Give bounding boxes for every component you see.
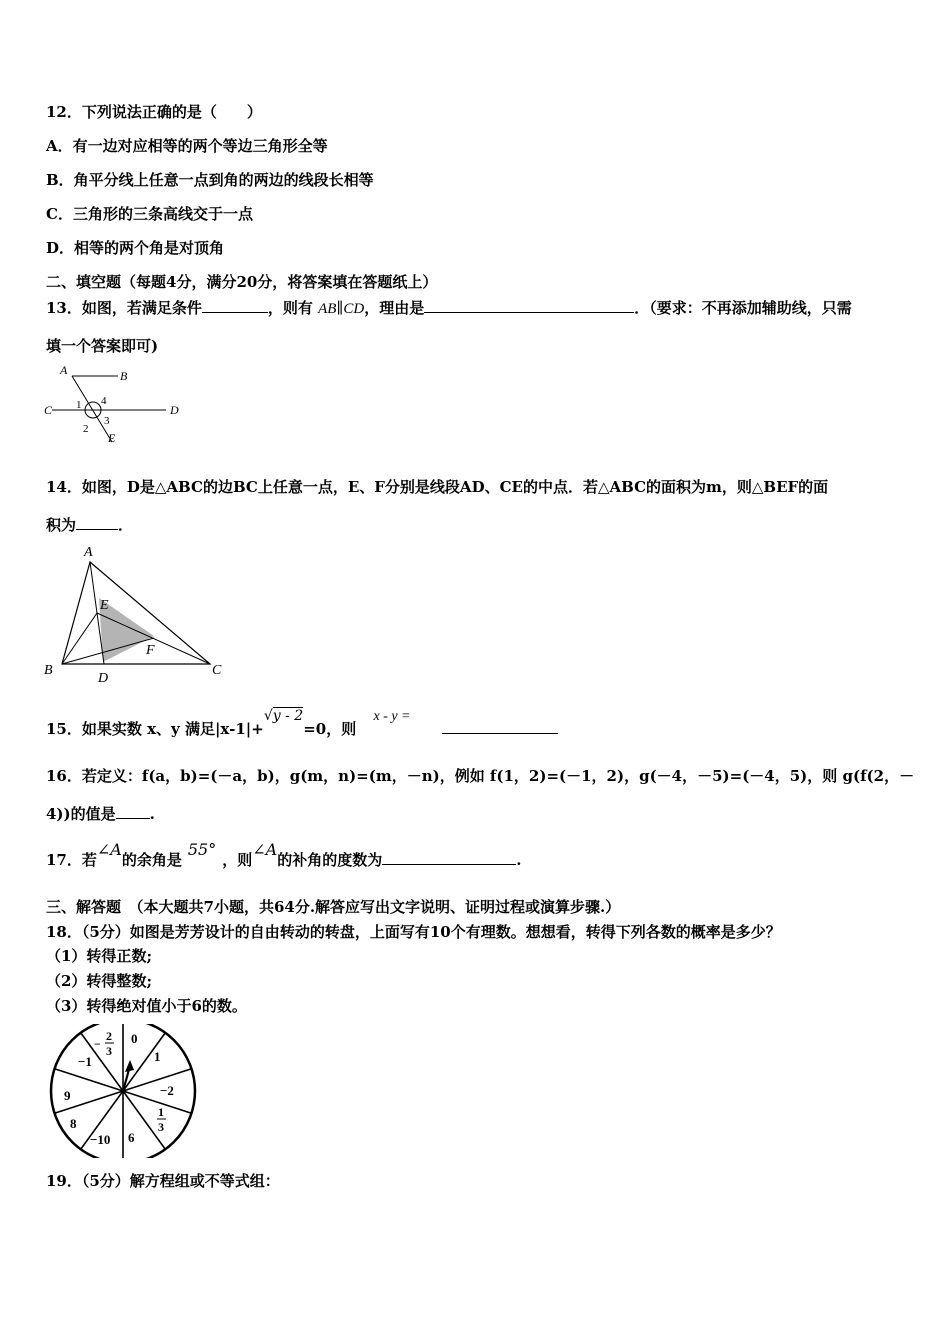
- label-a: A: [60, 363, 68, 377]
- fraction-denominator: 3: [158, 1120, 164, 1134]
- label-a: A: [84, 545, 93, 560]
- label-c: C: [44, 403, 53, 417]
- q17-text-1: 17．若: [46, 851, 97, 869]
- q14-line-2: [46, 515, 133, 535]
- label-c: C: [212, 663, 222, 678]
- q16-line-1: 16．若定义：f(a，b)=(－a，b)，g(m，n)=(m，－n)，例如 f(1，2)=(－1，2)，g(－4，－5)=(－4，5)，则 g(f(2，－: [46, 767, 915, 785]
- q18-part-1: （1）转得正数;: [46, 947, 152, 965]
- q13-text-4: ．（要求：不再添加辅助线，只需: [634, 299, 852, 317]
- q14-text-suffix: ．: [118, 516, 134, 534]
- fraction-numerator: 2: [106, 1029, 112, 1043]
- q17-text-3: ，则: [222, 851, 253, 869]
- spinner-wheel: [48, 1024, 200, 1158]
- fraction-numerator: 1: [158, 1105, 164, 1119]
- wheel-label-0: 0: [131, 1031, 138, 1046]
- q14-figure: [40, 540, 240, 685]
- q17-angle-1: ∠A: [96, 840, 122, 859]
- q12-option-d: D．相等的两个角是对顶角: [46, 239, 225, 257]
- q17-value: 55°: [187, 840, 217, 859]
- wheel-label-neg10: −10: [90, 1132, 111, 1147]
- q17-angle-2: ∠A: [252, 840, 278, 859]
- q12-stem: 12．下列说法正确的是（ ）: [46, 103, 262, 121]
- q17-text-4: 的补角的度数为: [277, 851, 383, 869]
- q15-blank: [442, 719, 558, 734]
- label-d: D: [170, 403, 179, 417]
- wheel-label-1: 1: [154, 1049, 161, 1064]
- fraction-denominator: 3: [106, 1044, 112, 1058]
- label-b: B: [120, 369, 128, 383]
- q18-part-2: （2）转得整数;: [46, 972, 152, 990]
- section-2-heading: 二、填空题（每题4分，满分20分，将答案填在答题纸上）: [46, 273, 438, 291]
- q14-line-1: 14．如图，D是△ABC的边BC上任意一点，E、F分别是线段AD、CE的中点．若△ABC的面积为m，则△BEF的面: [46, 478, 829, 496]
- q17-blank: [382, 850, 516, 865]
- label-2: 2: [83, 423, 89, 435]
- q14-blank: [76, 515, 118, 530]
- fraction-sign: −: [94, 1037, 101, 1051]
- q13-text-2: ，则有: [267, 299, 313, 317]
- q18-part-3: （3）转得绝对值小于6的数。: [46, 997, 247, 1015]
- q13-relation: AB∥CD: [318, 301, 365, 317]
- q17-text-5: .: [516, 851, 522, 869]
- q13-blank-condition: [202, 298, 268, 313]
- label-e: E: [108, 431, 116, 445]
- q16-line-2: [46, 804, 155, 824]
- label-3: 3: [104, 415, 110, 427]
- wheel-label-6: 6: [128, 1130, 135, 1145]
- wheel-label-neg-two-thirds: [94, 1029, 114, 1058]
- triangle-abc: [62, 562, 210, 664]
- q18-stem: 18．（5分）如图是芳芳设计的自由转动的转盘，上面写有10个有理数。想想看，转得下列各数的概率是多少？: [46, 923, 781, 941]
- q13-line-2: 填一个答案即可): [46, 337, 159, 355]
- q15-sqrt-expr: y - 2: [272, 708, 304, 724]
- q13-text-3: ，理由是: [364, 299, 425, 317]
- q16-blank: [116, 804, 150, 819]
- label-1: 1: [76, 399, 82, 411]
- wheel-label-neg2: −2: [160, 1083, 174, 1098]
- q15-sqrt: √y - 2: [263, 708, 304, 724]
- segment-be: [62, 613, 97, 664]
- q15-text-2: =0，则: [303, 720, 357, 738]
- label-d: D: [98, 671, 109, 685]
- wheel-label-8: 8: [70, 1116, 77, 1131]
- wheel-label-9: 9: [64, 1088, 71, 1103]
- q12-option-a: A．有一边对应相等的两个等边三角形全等: [46, 137, 328, 155]
- q13-text-1: 13．如图，若满足条件: [46, 299, 202, 317]
- label-4: 4: [101, 395, 107, 407]
- wheel-label-neg1: −1: [78, 1054, 92, 1069]
- q14-text-prefix: 积为: [46, 516, 77, 534]
- label-b: B: [44, 663, 53, 678]
- q12-option-b: B．角平分线上任意一点到角的两边的线段长相等: [46, 171, 374, 189]
- q13-blank-reason: [424, 298, 634, 313]
- q16-text-suffix: .: [149, 805, 155, 823]
- q16-text-prefix: 4))的值是: [46, 805, 116, 823]
- label-e: E: [100, 598, 109, 613]
- q15-line: [46, 708, 558, 741]
- q19-stem: 19．（5分）解方程组或不等式组：: [46, 1172, 280, 1190]
- q15-text-1: 15．如果实数 x、y 满足|x-1|+: [46, 720, 264, 738]
- q12-option-c: C．三角形的三条高线交于一点: [46, 205, 253, 223]
- q17-line: [46, 840, 522, 870]
- section-3-heading: 三、解答题 （本大题共7小题，共64分.解答应写出文字说明、证明过程或演算步骤.）: [46, 898, 621, 916]
- wheel-spoke: [123, 1069, 191, 1091]
- label-f: F: [146, 643, 155, 658]
- wheel-label-one-third: [157, 1105, 166, 1134]
- q15-expression: x - y =: [373, 709, 411, 724]
- q13-line-1: [46, 298, 852, 319]
- q17-text-2: 的余角是: [121, 851, 182, 869]
- q13-figure: [42, 362, 192, 448]
